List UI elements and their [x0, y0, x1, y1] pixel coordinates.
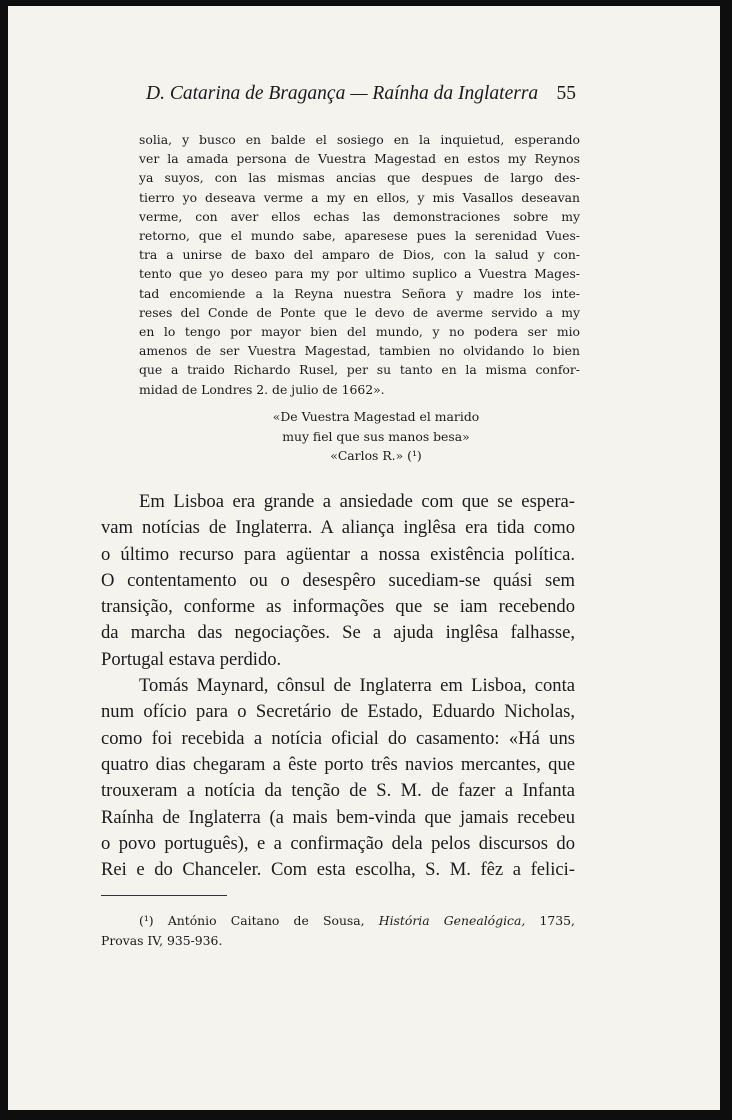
letter-signature — [236, 407, 516, 466]
body-line: trouxeram a notícia da tenção de S. M. de fazer a Infanta — [101, 780, 575, 802]
footnote-line — [101, 911, 575, 931]
letter-line: tad encomiende a la Reyna nuestra Señora y madre los inte- — [139, 285, 580, 301]
letter-line: reses del Conde de Ponte que le devo de averme servido a my — [139, 304, 580, 320]
body-line: num ofício para o Secretário de Estado, Eduardo Nicholas, — [101, 701, 575, 723]
letter-line: verme, con aver ellos echas las demonstraciones sobre my — [139, 208, 580, 224]
letter-line: midad de Londres 2. de julio de 1662». — [139, 381, 385, 397]
letter-line: en lo tengo por mayor bien del mundo, y no podera ser mio — [139, 324, 580, 340]
letter-line: tra a unirse de baxo del amparo de Dios, con la salud y con- — [139, 247, 580, 263]
signature-line: muy fiel que sus manos besa» — [282, 428, 470, 444]
body-line: Tomás Maynard, cônsul de Inglaterra em Lisboa, conta — [139, 675, 575, 697]
signature-line: «De Vuestra Magestad el marido — [272, 409, 480, 424]
footnote-year: 1735, — [539, 913, 575, 928]
footnote-work: História Genealógica, — [378, 913, 526, 928]
quoted-letter — [139, 130, 580, 399]
body-line: vam notícias de Inglaterra. A aliança inglêsa era tida como — [101, 517, 575, 539]
body-line: o último recurso para agüentar a nossa existência política. — [101, 543, 575, 565]
body-line: da marcha das negociações. Se a ajuda inglêsa falhasse, — [101, 622, 575, 644]
letter-line: que a traido Richardo Rusel, per su tanto en la misma confor- — [139, 362, 580, 378]
letter-line: tierro yo deseava verme a my en ellos, y mis Vasallos deseavan — [139, 189, 580, 205]
body-line: transição, conforme as informações que se iam recebendo — [101, 596, 575, 618]
body-line: Rei e do Chanceler. Com esta escolha, S. M. fêz a felici- — [101, 859, 575, 881]
running-title: D. Catarina de Bragança — Raínha da Inglaterra — [146, 83, 539, 104]
letter-line: retorno, que el mundo sabe, aparesese pues la serenidad Vues- — [139, 228, 580, 244]
footnote-rule — [101, 895, 227, 896]
body-line: O contentamento ou o desespêro sucediam-se quási sem — [101, 569, 575, 591]
letter-line: solia, y busco en balde el sosiego en la inquietud, esperando — [139, 132, 580, 147]
body-line: o povo português), e a confirmação dela pelos discursos do — [101, 832, 575, 854]
body-text — [101, 489, 575, 883]
page-number: 55 — [556, 83, 576, 104]
signature-line: «Carlos R.» (¹) — [330, 448, 422, 464]
letter-line: ya suyos, con las mismas ancias que despues de largo des- — [139, 170, 580, 186]
body-line: como foi recebida a notícia oficial do casamento: «Há uns — [101, 727, 575, 749]
letter-line: amenos de ser Vuestra Magestad, tambien no olvidando lo bien — [139, 343, 580, 359]
footnote-marker: (¹) — [139, 913, 154, 928]
letter-line: ver la amada persona de Vuestra Magestad en estos my Reynos — [139, 151, 580, 167]
book-page — [8, 6, 720, 1110]
body-line: Em Lisboa era grande a ansiedade com que se espera- — [139, 491, 575, 512]
footnote — [101, 911, 575, 950]
body-line: Raínha de Inglaterra (a mais bem-vinda que jamais recebeu — [101, 806, 575, 828]
running-head — [146, 83, 576, 105]
body-line: Portugal estava perdido. — [101, 648, 282, 670]
footnote-line: Provas IV, 935-936. — [101, 932, 223, 948]
letter-line: tento que yo deseo para my por ultimo suplico a Vuestra Mages- — [139, 266, 580, 282]
footnote-author: António Caitano de Sousa, — [167, 913, 365, 928]
body-line: quatro dias chegaram a êste porto três navios mercantes, que — [101, 753, 575, 775]
